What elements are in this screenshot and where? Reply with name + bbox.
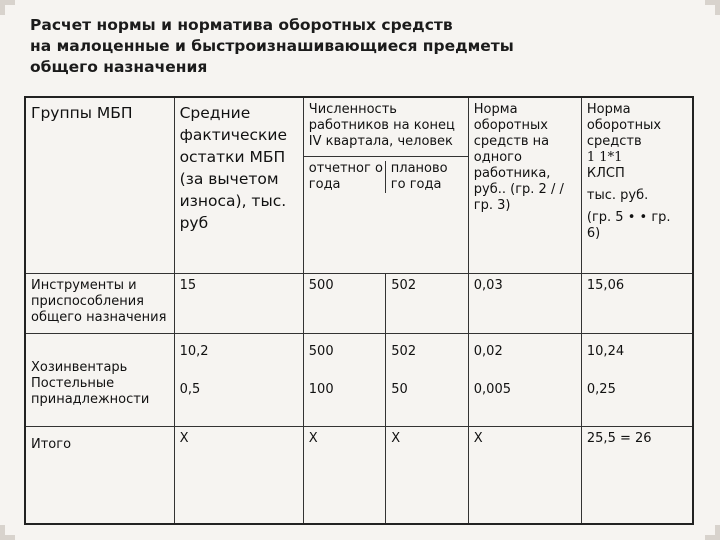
row-inventory-name: Хозинвентарь	[31, 359, 128, 375]
row-tools-norm-worker: 0,03	[468, 273, 581, 333]
row-total-reporting: X	[303, 426, 386, 524]
row-total-norm-total: 25,5 = 26	[581, 426, 693, 524]
row-bedding-planned: 50	[391, 381, 408, 397]
row-inventory-bedding-norm-worker	[468, 333, 581, 426]
table-row-inventory-bedding	[25, 333, 693, 426]
header-planned-year: планово го года	[385, 161, 463, 193]
header-norm-line-4: тыс. руб.	[586, 188, 649, 203]
row-tools-name: Инструменты и приспособления общего назначения	[25, 273, 174, 333]
header-norm-line-1: Норма оборотных средств	[586, 102, 662, 149]
frame-corner-bottom-right	[705, 525, 720, 540]
frame-corner-top-left	[0, 0, 15, 15]
row-inventory-norm-worker: 0,02	[473, 343, 503, 359]
row-inventory-avg: 10,2	[179, 343, 209, 359]
norms-table	[24, 96, 694, 525]
row-total-norm-worker: X	[468, 426, 581, 524]
row-inventory-norm-total: 10,24	[586, 343, 625, 359]
header-reporting-year: отчетног о года	[308, 161, 383, 192]
row-bedding-avg: 0,5	[179, 381, 201, 397]
row-inventory-planned: 502	[391, 343, 417, 359]
header-norm-line-5: (гр. 5 • • гр. 6)	[586, 210, 671, 241]
row-total-name-text: Итого	[31, 436, 72, 452]
table-row-total	[25, 426, 693, 524]
row-bedding-reporting: 100	[308, 381, 334, 397]
row-total-name	[25, 426, 174, 524]
title-line-3: общего назначения	[30, 58, 208, 76]
row-inventory-bedding-avg	[174, 333, 303, 426]
row-inventory-bedding-planned	[386, 333, 469, 426]
row-inventory-bedding-reporting	[303, 333, 386, 426]
frame-corner-top-right	[705, 0, 720, 15]
header-headcount	[303, 97, 468, 273]
row-bedding-norm-total: 0,25	[586, 381, 616, 397]
row-total-planned: X	[386, 426, 469, 524]
row-inventory-bedding-names	[25, 333, 174, 426]
row-inventory-bedding-norm-total	[581, 333, 693, 426]
table-header-row	[25, 97, 693, 273]
slide-title	[30, 15, 514, 78]
title-line-1: Расчет нормы и норматива оборотных средств	[30, 16, 453, 34]
row-total-avg: X	[174, 426, 303, 524]
header-norm-per-worker: Норма оборотных средств на одного работника, руб.. (гр. 2 / / гр. 3)	[468, 97, 581, 273]
header-norm-line-2: 1 1*1	[586, 150, 623, 165]
header-divider	[304, 156, 468, 157]
header-norm-total	[581, 97, 693, 273]
frame-corner-bottom-left	[0, 525, 15, 540]
row-tools-planned: 502	[386, 273, 469, 333]
row-bedding-norm-worker: 0,005	[473, 381, 511, 397]
header-norm-line-3: КЛСП	[586, 166, 625, 181]
row-tools-reporting: 500	[303, 273, 386, 333]
row-inventory-reporting: 500	[308, 343, 334, 359]
row-tools-avg: 15	[174, 273, 303, 333]
title-line-2: на малоценные и быстроизнашивающиеся предметы	[30, 37, 514, 55]
row-tools-norm-total: 15,06	[581, 273, 693, 333]
header-avg-remains: Средние фактические остатки МБП (за вычетом износа), тыс. руб	[174, 97, 303, 273]
header-headcount-label: Численность работников на конец IV квартала, человек	[308, 102, 455, 149]
header-groups: Группы МБП	[25, 97, 174, 273]
row-bedding-name: Постельные принадлежности	[31, 375, 150, 407]
table-row-tools	[25, 273, 693, 333]
